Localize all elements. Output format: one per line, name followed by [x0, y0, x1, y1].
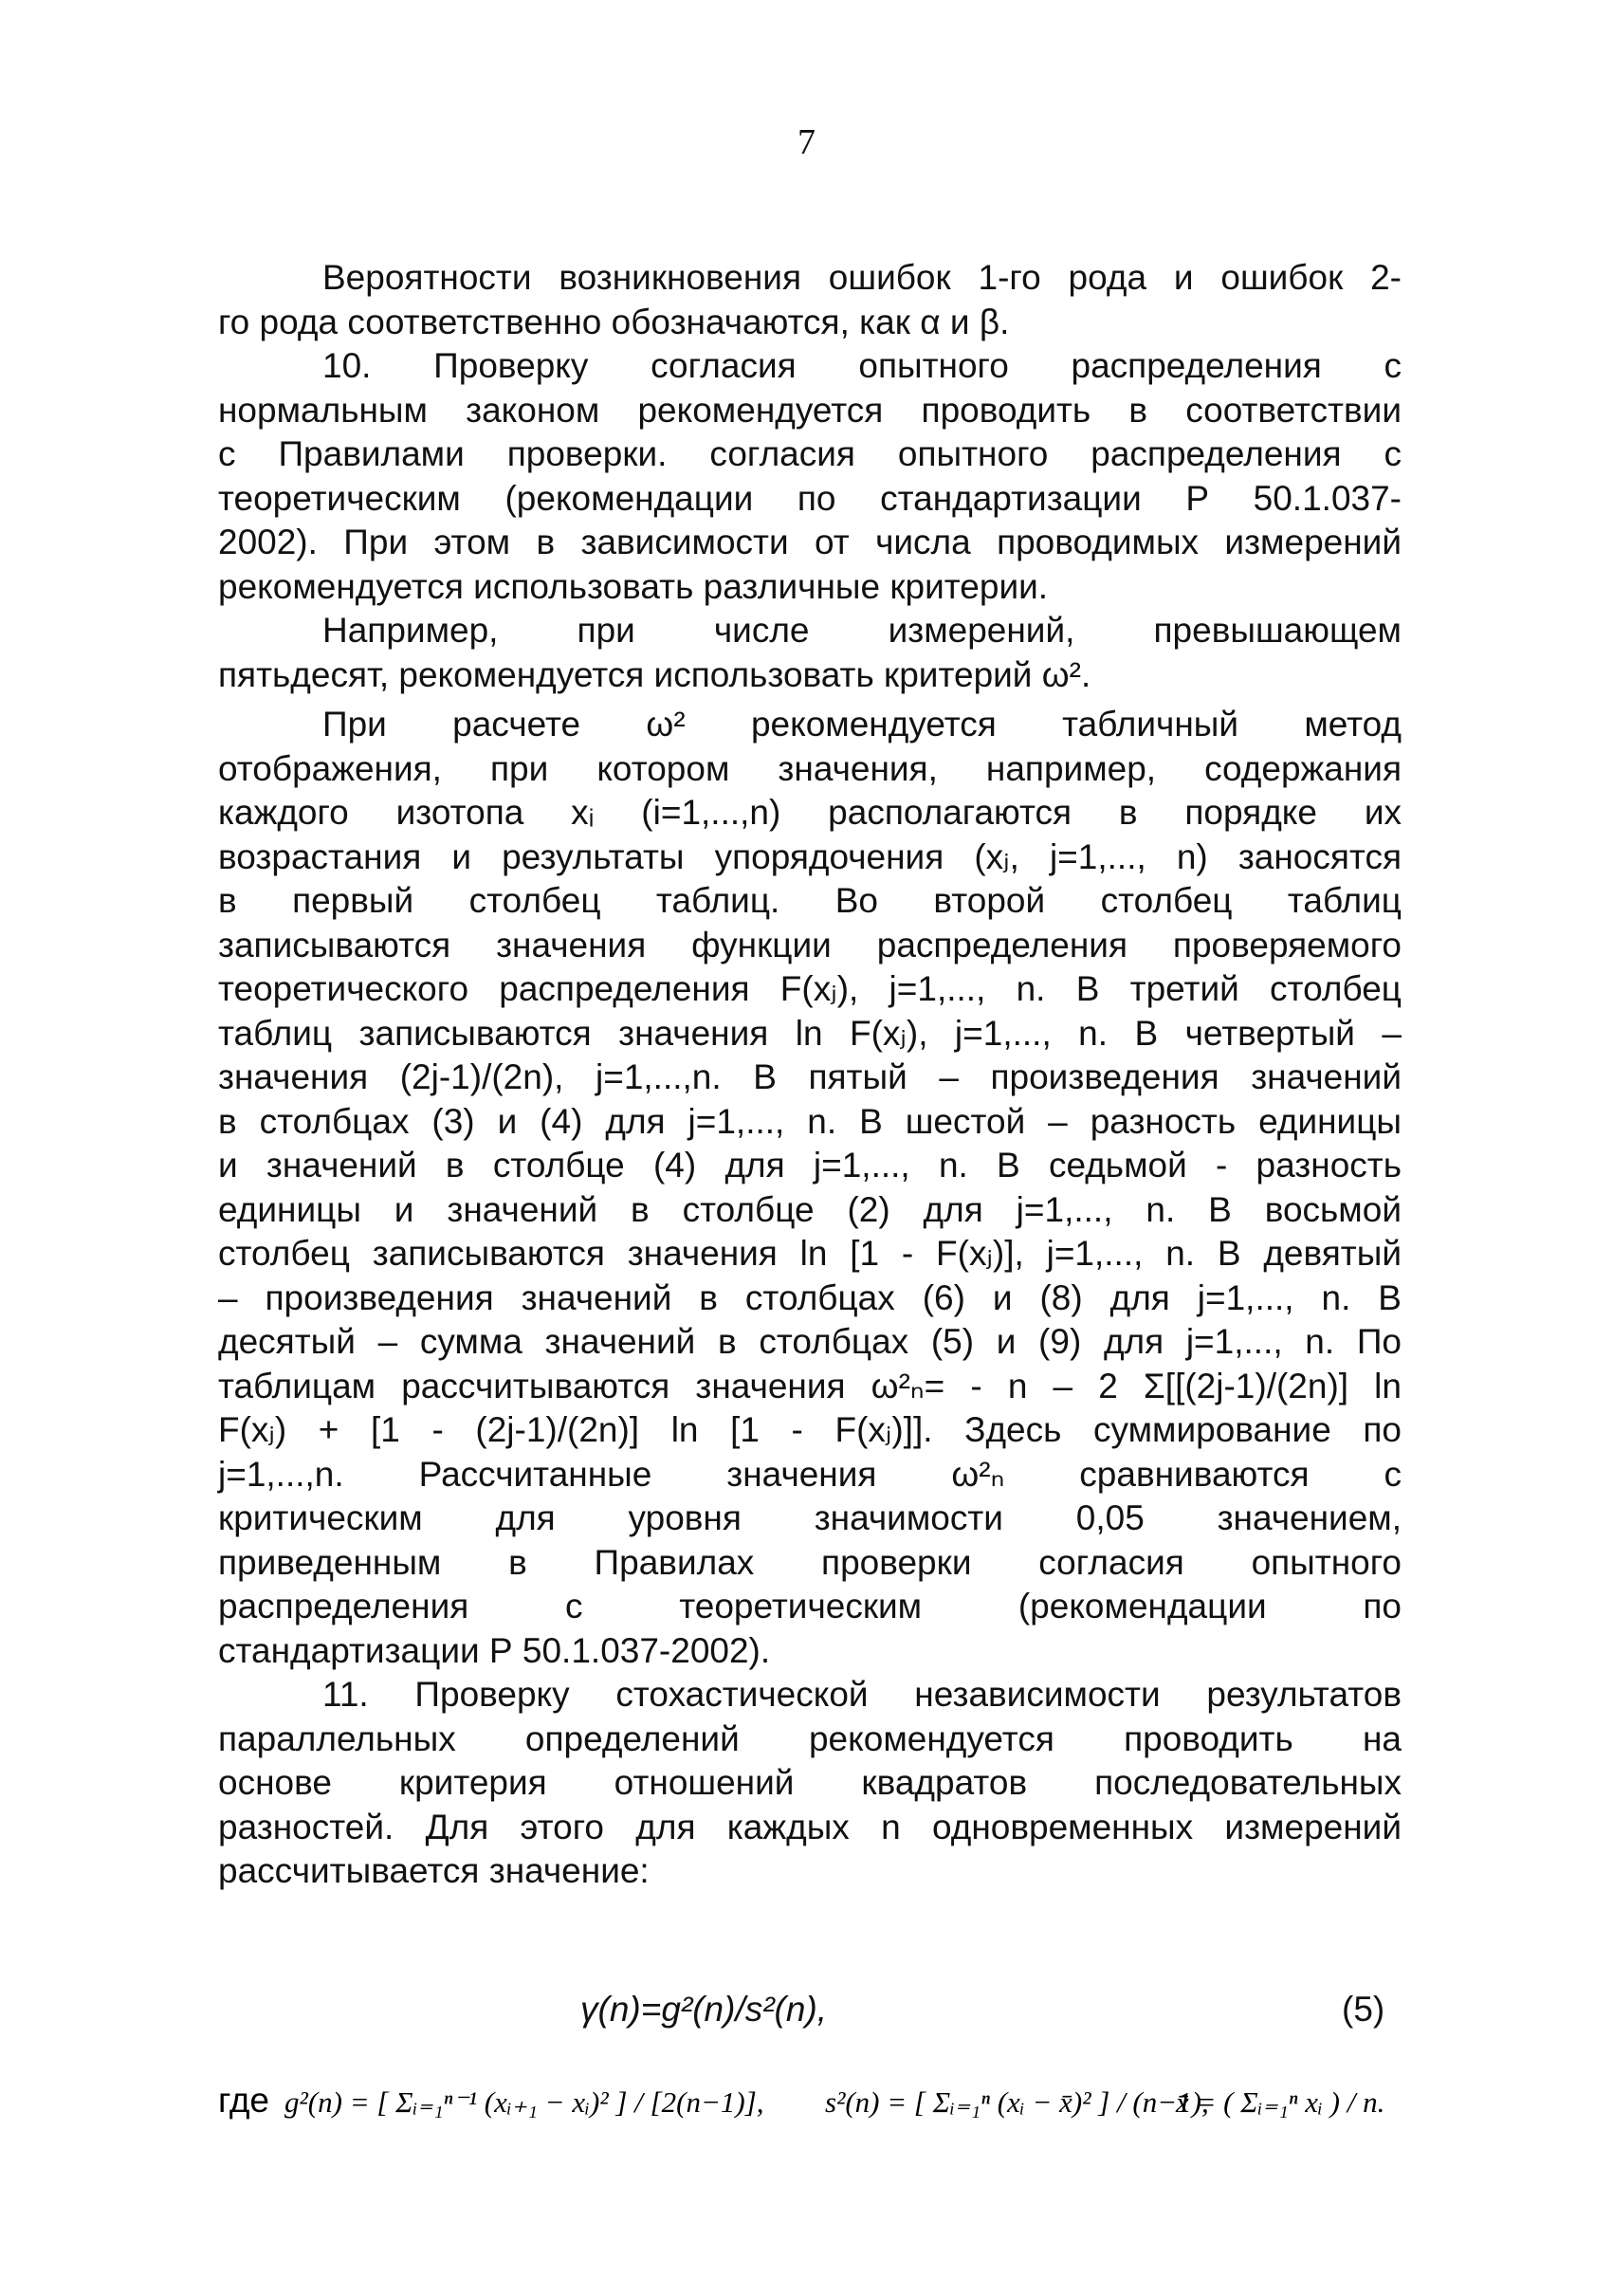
text-line: го рода соответственно обозначаются, как α и β. — [218, 302, 1010, 341]
text-line: таблицам рассчитываются значения ω²ₙ= - n – 2 Σ[[(2j-1)/(2n)] ln — [218, 1366, 1402, 1405]
formula-lead: где — [218, 2081, 270, 2120]
text-line: в столбцах (3) и (4) для j=1,..., n. В шестой – разность единицы — [218, 1101, 1402, 1141]
text-line: приведенным в Правилах проверки согласия опытного — [218, 1542, 1402, 1582]
text-line: j=1,...,n. Рассчитанные значения ω²ₙ сравниваются с — [218, 1454, 1402, 1494]
text-line: разностей. Для этого для каждых n одновременных измерений — [218, 1807, 1402, 1846]
formula-5-expression: γ(n)=g²(n)/s²(n), — [580, 1990, 828, 2029]
formula-5-number: (5) — [1342, 1990, 1385, 2029]
text-line: рассчитывается значение: — [218, 1851, 650, 1890]
text-line: 2002). При этом в зависимости от числа проводимых измерений — [218, 523, 1402, 561]
text-line: теоретического распределения F(xⱼ), j=1,..., n. В третий столбец — [218, 969, 1402, 1008]
body-text — [218, 256, 1402, 1894]
text-line: и значений в столбце (4) для j=1,..., n. В седьмой - разность — [218, 1146, 1402, 1185]
paragraph-example — [218, 609, 1402, 697]
text-line: таблиц записываются значения ln F(xⱼ), j=1,..., n. В четвертый – — [218, 1013, 1402, 1053]
formula-definitions — [218, 2044, 1413, 2158]
text-line: распределения с теоретическим (рекомендации по — [218, 1587, 1402, 1626]
text-line: При расчете ω² рекомендуется табличный метод — [322, 705, 1402, 744]
text-line: нормальным законом рекомендуется проводить в соответствии — [218, 390, 1402, 430]
text-line: Вероятности возникновения ошибок 1-го рода и ошибок 2- — [322, 258, 1402, 297]
paragraph-omega-method — [218, 703, 1402, 1673]
paragraph-error-types — [218, 256, 1402, 344]
text-line: возрастания и результаты упорядочения (xⱼ, j=1,..., n) заносятся — [218, 836, 1402, 876]
text-line: в первый столбец таблиц. Во второй столбец таблиц — [218, 881, 1402, 920]
text-line: единицы и значений в столбце (2) для j=1,..., n. В восьмой — [218, 1189, 1402, 1229]
formula-s-definition: s²(n) = [ Σᵢ₌₁ⁿ (xᵢ − x̄)² ] / (n−1), — [825, 2085, 1209, 2119]
formula-definitions-svg — [218, 2044, 1413, 2158]
text-line: десятый – сумма значений в столбцах (5) и (9) для j=1,..., n. По — [218, 1322, 1402, 1361]
text-line: 10. Проверку согласия опытного распределения с — [322, 346, 1402, 385]
page-number: 7 — [797, 122, 816, 162]
text-line: каждого изотопа xᵢ (i=1,...,n) располагаются в порядке их — [218, 793, 1402, 832]
text-line: 11. Проверку стохастической независимости результатов — [322, 1675, 1402, 1714]
formula-g-definition: g²(n) = [ Σᵢ₌₁ⁿ⁻¹ (xᵢ₊₁ − xᵢ)² ] / [2(n−1)], — [284, 2085, 764, 2119]
paragraph-item-11 — [218, 1673, 1402, 1894]
text-line: – произведения значений в столбцах (6) и (8) для j=1,..., n. В — [218, 1277, 1402, 1317]
text-line: отображения, при котором значения, например, содержания — [218, 748, 1402, 788]
paragraph-item-10 — [218, 344, 1402, 609]
text-line: столбец записываются значения ln [1 - F(xⱼ)], j=1,..., n. В девятый — [218, 1234, 1402, 1273]
text-line: критическим для уровня значимости 0,05 значением, — [218, 1498, 1402, 1537]
text-line: теоретическим (рекомендации по стандартизации Р 50.1.037- — [218, 478, 1402, 518]
text-line: параллельных определений рекомендуется проводить на — [218, 1718, 1402, 1758]
text-line: Например, при числе измерений, превышающем — [322, 611, 1402, 650]
text-line: пятьдесят, рекомендуется использовать критерий ω². — [218, 654, 1091, 694]
formula-mean-definition: x̄ = ( Σᵢ₌₁ⁿ xᵢ ) / n. — [1176, 2085, 1385, 2119]
text-line: значения (2j-1)/(2n), j=1,...,n. В пятый – произведения значений — [218, 1057, 1402, 1096]
text-line: стандартизации Р 50.1.037-2002). — [218, 1630, 771, 1670]
text-line: рекомендуется использовать различные критерии. — [218, 566, 1049, 606]
text-line: записываются значения функции распределения проверяемого — [218, 925, 1402, 964]
text-line: F(xⱼ) + [1 - (2j-1)/(2n)] ln [1 - F(xⱼ)]]. Здесь суммирование по — [218, 1410, 1402, 1449]
text-line: с Правилами проверки. согласия опытного распределения с — [218, 434, 1402, 473]
text-line: основе критерия отношений квадратов последовательных — [218, 1763, 1402, 1802]
